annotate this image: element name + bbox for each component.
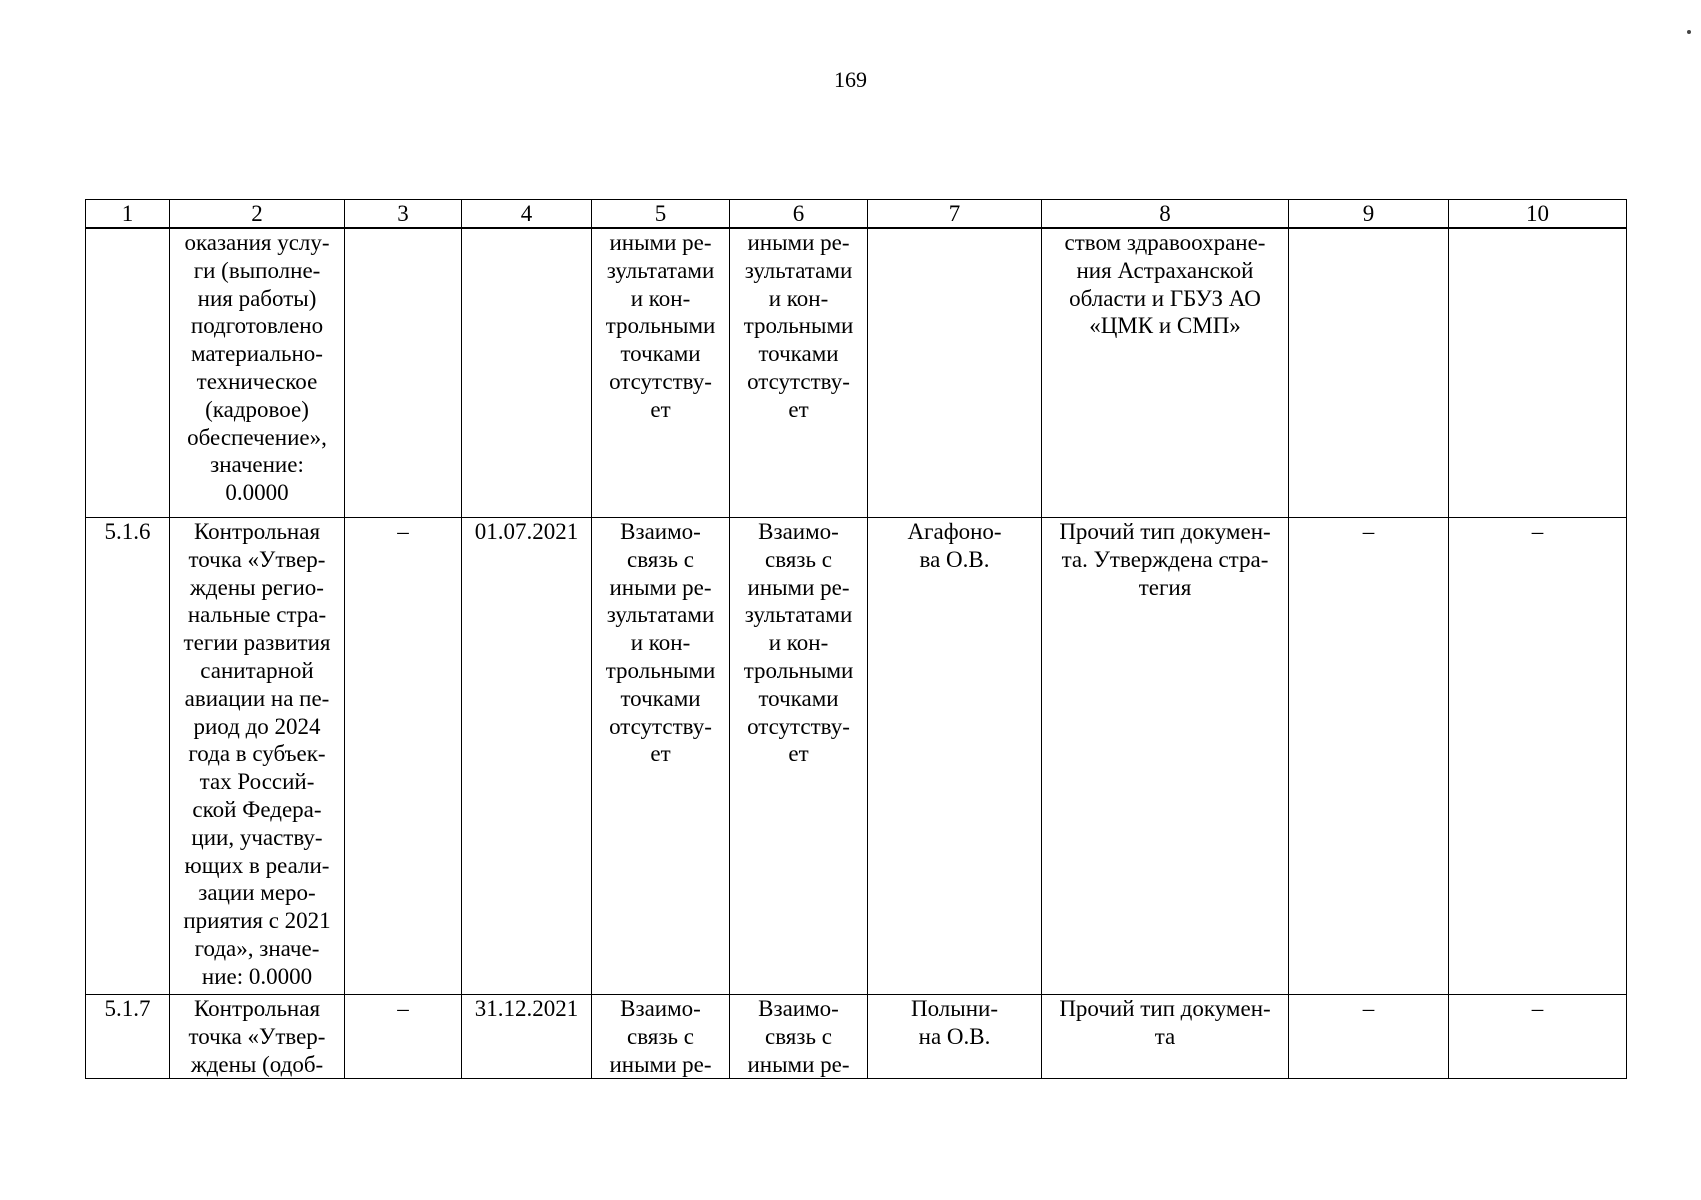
cell-date-text: 01.07.2021 [474,519,579,544]
cell-document-text: ством здравоохране- ния Астраханской области и ГБУЗ АО «ЦМК и СМП» [1064,230,1266,339]
cell-number [86,995,170,1079]
cell-col9 [1289,228,1449,518]
cell-responsible-text: Агафоно- ва О.В. [907,519,1002,572]
column-header-2: 2 [170,200,345,229]
cell-number-text: 5.1.6 [104,519,151,544]
cell-col6 [730,995,868,1079]
cell-col9 [1289,995,1449,1079]
cell-col6 [730,228,868,518]
column-header-4: 4 [462,200,592,229]
cell-date [462,228,592,518]
cell-col3 [345,518,462,995]
cell-col10-text: – [1531,996,1544,1021]
table-header [86,200,1627,229]
cell-col5-text: Взаимо- связь с иными ре- зультатами и кон- трольными точками отсутству- ет [605,519,716,767]
cell-date-text: 31.12.2021 [474,996,579,1021]
cell-col6-text: Взаимо- связь с иными ре- [747,996,850,1077]
column-header-9: 9 [1289,200,1449,229]
cell-name [170,518,345,995]
column-header-3: 3 [345,200,462,229]
cell-number [86,228,170,518]
cell-number-text: 5.1.7 [104,996,151,1021]
cell-responsible [868,518,1042,995]
cell-col9 [1289,518,1449,995]
scan-speck [1687,30,1691,34]
cell-col10-text: – [1531,519,1544,544]
cell-document [1042,995,1289,1079]
cell-responsible [868,995,1042,1079]
cell-col10 [1449,518,1627,995]
column-header-8: 8 [1042,200,1289,229]
cell-col5 [592,228,730,518]
table-row-continuation [86,228,1627,518]
cell-name [170,995,345,1079]
cell-col3 [345,228,462,518]
column-header-10: 10 [1449,200,1627,229]
cell-number [86,518,170,995]
cell-col9-text: – [1362,996,1375,1021]
cell-document [1042,228,1289,518]
table-row-5-1-7 [86,995,1627,1079]
cell-col10 [1449,228,1627,518]
cell-name-text: Контрольная точка «Утвер- ждены (одоб- [188,996,326,1077]
cell-date [462,518,592,995]
page-number: 169 [834,67,867,92]
cell-responsible [868,228,1042,518]
column-header-5: 5 [592,200,730,229]
cell-col5 [592,518,730,995]
cell-date [462,995,592,1079]
cell-document-text: Прочий тип докумен- та [1059,996,1271,1049]
cell-col3 [345,995,462,1079]
document-table [85,199,1627,1079]
header-row [86,200,1627,229]
cell-col3-text: – [397,996,409,1021]
cell-col5-text: иными ре- зультатами и кон- трольными точками отсутству- ет [605,230,716,422]
cell-name-text: оказания услу- ги (выполне- ния работы) подготовлено материально- техническое (кадровое) обеспечение», значение: 0.0000 [184,230,330,506]
column-header-1: 1 [86,200,170,229]
cell-col9-text: – [1362,519,1375,544]
cell-col5-text: Взаимо- связь с иными ре- [609,996,712,1077]
cell-col6 [730,518,868,995]
cell-col6-text: Взаимо- связь с иными ре- зультатами и кон- трольными точками отсутству- ет [743,519,854,767]
cell-col3-text: – [397,519,409,544]
cell-col6-text: иными ре- зультатами и кон- трольными точками отсутству- ет [743,230,854,422]
table-body [86,228,1627,1079]
column-header-7: 7 [868,200,1042,229]
cell-name [170,228,345,518]
column-header-6: 6 [730,200,868,229]
cell-document-text: Прочий тип докумен- та. Утверждена стра- тегия [1059,519,1271,600]
cell-name-text: Контрольная точка «Утвер- ждены регио- нальные стра- тегии развития санитарной авиации на пе- риод до 2024 года в субъек- тах Россий- ской Федера- ции, участву- ющих в реали- зации меро- приятия с 2021 года», значе- ние: 0.0000 [183,519,331,989]
cell-document [1042,518,1289,995]
cell-col10 [1449,995,1627,1079]
cell-col5 [592,995,730,1079]
cell-responsible-text: Полыни- на О.В. [910,996,998,1049]
table-row-5-1-6 [86,518,1627,995]
